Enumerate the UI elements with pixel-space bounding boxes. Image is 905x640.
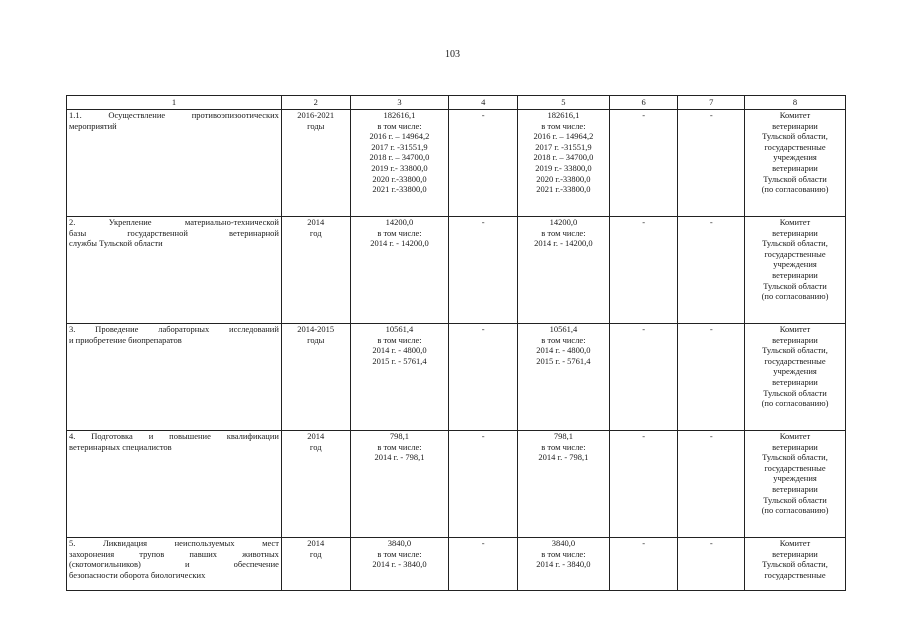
- regional-funding-cell: [518, 324, 610, 431]
- cell-line: в том числе:: [377, 227, 422, 238]
- cell-line: 14200,0: [549, 217, 578, 227]
- executor-cell: [745, 431, 846, 538]
- cell-line: Тульской области: [763, 494, 827, 505]
- cell-line: годы: [307, 334, 325, 345]
- cell-line: государственные: [764, 248, 826, 259]
- total-funding-cell: [350, 217, 449, 324]
- cell-line: Комитет: [779, 431, 811, 441]
- cell-line: 2020 г.-33800,0: [536, 173, 591, 184]
- cell-line: 5. Ликвидация неиспользуемых мест: [69, 538, 279, 548]
- cell-line: ветеринарных специалистов: [69, 441, 172, 452]
- cell-line: (скотомогильников) и обеспечение: [69, 559, 279, 570]
- cell-line: Тульской области,: [762, 238, 828, 249]
- other-funding-cell: -: [678, 217, 745, 324]
- period-cell: [281, 110, 350, 217]
- executor-cell: [745, 110, 846, 217]
- total-funding-cell: [350, 110, 449, 217]
- cell-line: 2014 г. - 4800,0: [372, 345, 427, 356]
- cell-line: годы: [307, 120, 325, 131]
- cell-line: ветеринарии: [772, 269, 818, 280]
- cell-line: 10561,4: [549, 324, 578, 334]
- cell-line: учреждения: [773, 259, 817, 270]
- cell-line: Тульской области,: [762, 559, 828, 570]
- cell-line: 798,1: [389, 431, 410, 441]
- table-row: [67, 110, 846, 217]
- cell-line: службы Тульской области: [69, 238, 163, 249]
- cell-line: 4. Подготовка и повышение квалификации: [69, 431, 279, 441]
- cell-line: 2021 г.-33800,0: [536, 184, 591, 195]
- cell-line: Тульской области,: [762, 131, 828, 142]
- period-cell: [281, 431, 350, 538]
- cell-line: 3840,0: [551, 538, 576, 548]
- cell-line: ветеринарии: [772, 227, 818, 238]
- executor-cell: [745, 217, 846, 324]
- federal-funding-cell: -: [449, 110, 518, 217]
- cell-line: и приобретение биопрепаратов: [69, 334, 182, 345]
- cell-line: 798,1: [553, 431, 573, 441]
- cell-line: 2014: [307, 431, 325, 441]
- cell-line: базы государственной ветеринарной: [69, 227, 279, 238]
- cell-line: Тульской области: [763, 173, 827, 184]
- cell-line: год: [309, 441, 322, 452]
- cell-line: 2014-2015: [297, 324, 335, 334]
- other-funding-cell: -: [678, 324, 745, 431]
- cell-line: 1.1. Осуществление противоэпизоотических: [69, 110, 279, 120]
- cell-line: в том числе:: [377, 441, 422, 452]
- measure-name-cell: [67, 538, 282, 591]
- local-funding-cell: -: [609, 217, 678, 324]
- total-funding-cell: [350, 324, 449, 431]
- federal-funding-cell: -: [449, 324, 518, 431]
- cell-line: (по согласованию): [761, 505, 829, 516]
- federal-funding-cell: -: [449, 217, 518, 324]
- cell-line: 182616,1: [547, 110, 580, 120]
- cell-line: год: [309, 227, 322, 238]
- cell-line: год: [309, 548, 322, 559]
- cell-line: ветеринарии: [772, 376, 818, 387]
- local-funding-cell: -: [609, 110, 678, 217]
- cell-line: учреждения: [773, 473, 817, 484]
- cell-line: 2018 г. – 34700,0: [369, 152, 430, 163]
- cell-line: Комитет: [779, 110, 811, 120]
- header-row: [67, 96, 846, 110]
- cell-line: Тульской области: [763, 387, 827, 398]
- cell-line: 2014 г. - 3840,0: [372, 559, 427, 570]
- col-header-1: 1: [67, 96, 282, 110]
- cell-line: в том числе:: [541, 441, 586, 452]
- cell-line: (по согласованию): [761, 398, 829, 409]
- federal-funding-cell: -: [449, 538, 518, 591]
- cell-line: 2018 г. – 34700,0: [533, 152, 594, 163]
- table-row: [67, 324, 846, 431]
- cell-line: Тульской области: [763, 280, 827, 291]
- cell-line: государственные: [764, 462, 826, 473]
- local-funding-cell: -: [609, 538, 678, 591]
- executor-cell: [745, 324, 846, 431]
- cell-line: в том числе:: [377, 120, 422, 131]
- cell-line: 2014 г. - 3840,0: [536, 559, 591, 570]
- cell-line: в том числе:: [541, 334, 586, 345]
- other-funding-cell: -: [678, 431, 745, 538]
- cell-line: ветеринарии: [772, 548, 818, 559]
- cell-line: в том числе:: [377, 334, 422, 345]
- cell-line: ветеринарии: [772, 162, 818, 173]
- program-table: [66, 95, 846, 591]
- measure-name-cell: [67, 110, 282, 217]
- cell-line: 2014: [307, 217, 325, 227]
- cell-line: учреждения: [773, 152, 817, 163]
- page-number: 103: [445, 49, 460, 60]
- cell-line: 2015 г. - 5761,4: [536, 355, 591, 366]
- cell-line: в том числе:: [541, 548, 586, 559]
- cell-line: 2017 г. -31551,9: [535, 141, 592, 152]
- measure-name-cell: [67, 431, 282, 538]
- cell-line: в том числе:: [541, 120, 586, 131]
- cell-line: 3. Проведение лабораторных исследований: [69, 324, 279, 334]
- cell-line: 2016-2021: [297, 110, 335, 120]
- cell-line: (по согласованию): [761, 184, 829, 195]
- cell-line: 2014 г. - 14200,0: [534, 238, 593, 249]
- other-funding-cell: -: [678, 538, 745, 591]
- cell-line: 2021 г.-33800,0: [372, 184, 427, 195]
- other-funding-cell: -: [678, 110, 745, 217]
- cell-line: безопасности оборота биологических: [69, 569, 206, 580]
- col-header-3: 3: [350, 96, 449, 110]
- cell-line: 10561,4: [385, 324, 414, 334]
- measure-name-cell: [67, 217, 282, 324]
- col-header-6: 6: [609, 96, 678, 110]
- col-header-7: 7: [678, 96, 745, 110]
- table-row: [67, 431, 846, 538]
- cell-line: 2014 г. - 798,1: [374, 452, 425, 463]
- cell-line: в том числе:: [541, 227, 586, 238]
- regional-funding-cell: [518, 538, 610, 591]
- cell-line: 2019 г.- 33800,0: [535, 162, 592, 173]
- cell-line: 182616,1: [383, 110, 416, 120]
- local-funding-cell: -: [609, 324, 678, 431]
- cell-line: государственные: [764, 141, 826, 152]
- cell-line: 2017 г. -31551,9: [371, 141, 428, 152]
- cell-line: государственные: [764, 355, 826, 366]
- federal-funding-cell: -: [449, 431, 518, 538]
- regional-funding-cell: [518, 217, 610, 324]
- col-header-2: 2: [281, 96, 350, 110]
- regional-funding-cell: [518, 110, 610, 217]
- cell-line: ветеринарии: [772, 334, 818, 345]
- cell-line: Комитет: [779, 538, 811, 548]
- cell-line: захоронения трупов павших животных: [69, 548, 279, 559]
- cell-line: 2. Укрепление материально-технической: [69, 217, 279, 227]
- cell-line: государственные: [764, 569, 826, 580]
- cell-line: 2014: [307, 538, 325, 548]
- period-cell: [281, 538, 350, 591]
- cell-line: 3840,0: [387, 538, 412, 548]
- local-funding-cell: -: [609, 431, 678, 538]
- period-cell: [281, 217, 350, 324]
- cell-line: 2014 г. - 14200,0: [370, 238, 429, 249]
- executor-cell: [745, 538, 846, 591]
- total-funding-cell: [350, 538, 449, 591]
- cell-line: 2019 г.- 33800,0: [371, 162, 428, 173]
- cell-line: 2020 г.-33800,0: [372, 173, 427, 184]
- cell-line: 2016 г. – 14964,2: [533, 131, 594, 142]
- cell-line: учреждения: [773, 366, 817, 377]
- cell-line: Комитет: [779, 217, 811, 227]
- measure-name-cell: [67, 324, 282, 431]
- total-funding-cell: [350, 431, 449, 538]
- cell-line: 2014 г. - 4800,0: [536, 345, 591, 356]
- table-row: [67, 217, 846, 324]
- col-header-8: 8: [745, 96, 846, 110]
- cell-line: Тульской области,: [762, 345, 828, 356]
- cell-line: мероприятий: [69, 120, 117, 131]
- cell-line: 2015 г. - 5761,4: [372, 355, 427, 366]
- cell-line: 2014 г. - 798,1: [538, 452, 589, 463]
- col-header-4: 4: [449, 96, 518, 110]
- cell-line: ветеринарии: [772, 120, 818, 131]
- table-row: [67, 538, 846, 591]
- cell-line: Тульской области,: [762, 452, 828, 463]
- cell-line: Комитет: [779, 324, 811, 334]
- cell-line: ветеринарии: [772, 441, 818, 452]
- col-header-5: 5: [518, 96, 610, 110]
- cell-line: в том числе:: [377, 548, 422, 559]
- cell-line: ветеринарии: [772, 483, 818, 494]
- cell-line: 2016 г. – 14964,2: [369, 131, 430, 142]
- cell-line: (по согласованию): [761, 291, 829, 302]
- period-cell: [281, 324, 350, 431]
- cell-line: 14200,0: [385, 217, 414, 227]
- regional-funding-cell: [518, 431, 610, 538]
